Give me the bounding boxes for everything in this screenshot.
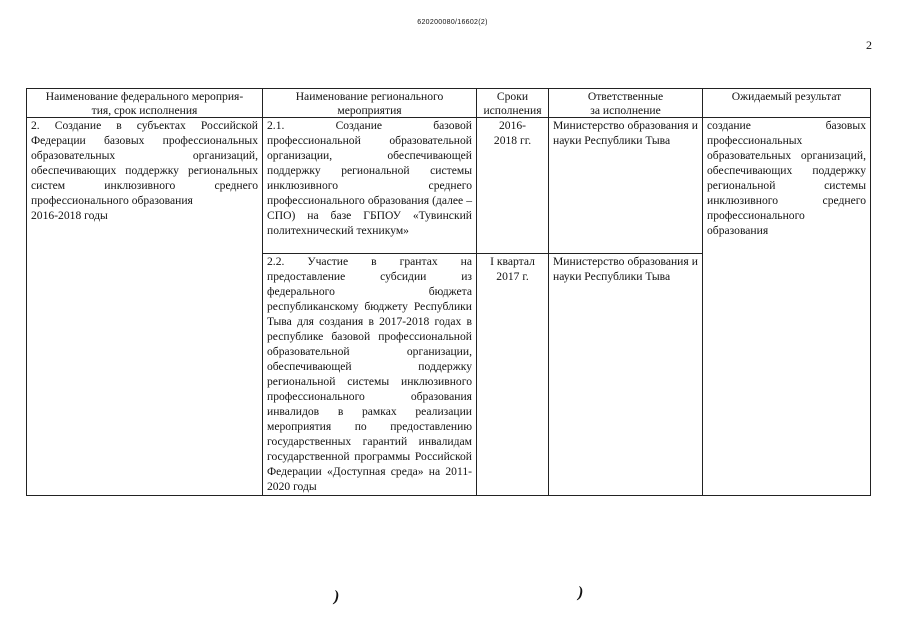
col-header-regional-event: Наименование регионального мероприятия [263,89,477,118]
document-id: 620200080/16602(2) [417,19,488,26]
table-header-row [27,89,871,118]
page-number: 2 [866,38,872,52]
regional-event-cell: 2.2. Участие в грантах на предоставление субсидии из федерального бюджета республиканскому бюджету Республики Тыва для создания в 2017-2018 годах в республике базовой профессиональной образовательной организации, обеспечивающей поддержку региональной системы инклюзивного профессионального образования инвалидов в рамках реализации мероприятия по предоставлению государственных гарантий инвалидам государственной программы Российской Федерации «Доступная среда» на 2011-2020 годы [263,254,477,496]
col-header-federal-event: Наименование федерального мероприя- тия, срок исполнения [27,89,263,118]
col-header-expected-result: Ожидаемый результат [703,89,871,118]
action-plan-table [26,88,871,496]
handwritten-mark: ) [578,584,584,601]
deadline-cell: 2016- 2018 гг. [477,118,549,254]
handwritten-mark: ) [334,588,340,605]
deadline-cell: I квартал 2017 г. [477,254,549,496]
table-row [27,118,871,254]
responsible-cell: Министерство образования и науки Республики Тыва [549,254,703,496]
regional-event-cell: 2.1. Создание базовой профессиональной образовательной организации, обеспечивающей поддержку региональной системы инклюзивного среднего профессионального образования (далее – СПО) на базе ГБПОУ «Тувинский политехнический техникум» [263,118,477,254]
federal-event-cell: 2. Создание в субъектах Российской Федерации базовых профессиональных образовательных организаций, обеспечивающих поддержку региональных систем инклюзивного среднего профессионального образования 2016-2018 годы [27,118,263,496]
expected-result-cell: создание базовых профессиональных образовательных организаций, обеспечивающих поддержку региональной системы инклюзивного среднего профессионального образования [703,118,871,496]
col-header-deadline: Сроки исполнения [477,89,549,118]
col-header-responsible: Ответственные за исполнение [549,89,703,118]
responsible-cell: Министерство образования и науки Республики Тыва [549,118,703,254]
